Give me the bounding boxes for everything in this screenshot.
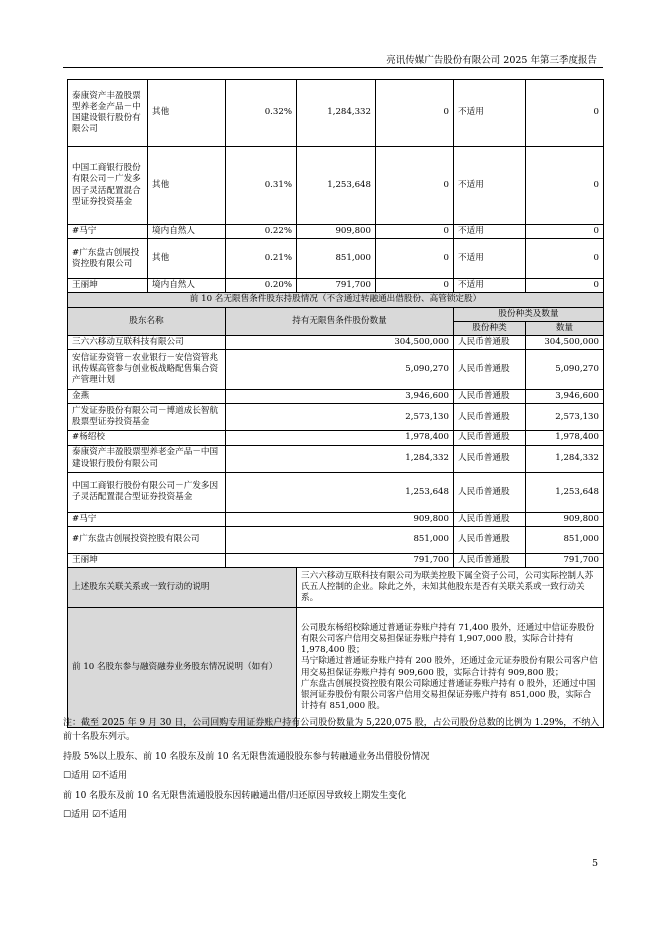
share-type: 人民币普通股 (454, 431, 526, 445)
share-count: 304,500,000 (526, 336, 604, 350)
holder-name: 泰康资产丰盈股票型养老金产品－中国建设银行股份有限公司 (68, 445, 226, 472)
unrestricted-qty: 1,978,400 (226, 431, 454, 445)
share-type: 人民币普通股 (454, 390, 526, 404)
section-header-row (68, 293, 604, 307)
share-type: 人民币普通股 (454, 350, 526, 390)
question-lending: 持股 5%以上股东、前 10 名股东及前 10 名无限售流通股股东参与转融通业务出借股份情况 (63, 752, 430, 762)
unrestricted-qty: 3,946,600 (226, 390, 454, 404)
table-row (68, 147, 604, 225)
holder-name: 三六六移动互联科技有限公司 (68, 336, 226, 350)
table-row (68, 239, 604, 279)
holder-name: 安信证券资管－农业银行－安信资管兆讯传媒高管参与创业板战略配售集合资产管理计划 (68, 350, 226, 390)
holder-name: 泰康资产丰盈股票型养老金产品－中国建设银行股份有限公司 (68, 80, 148, 147)
related-label: 上述股东关联关系或一致行动的说明 (68, 568, 297, 608)
option-not-applicable: 不适用 (100, 771, 128, 781)
table-row (68, 472, 604, 512)
shareholder-table (67, 79, 604, 728)
checkbox-row (63, 808, 603, 822)
holding-shares: 909,800 (297, 225, 376, 239)
holding-pct: 0.31% (226, 147, 297, 225)
share-count: 2,573,130 (526, 404, 604, 431)
share-count: 1,284,332 (526, 445, 604, 472)
checkbox-checked-icon[interactable]: ☑ (91, 810, 101, 820)
unrestricted-qty: 5,090,270 (226, 350, 454, 390)
margin-text-line: 公司股东杨绍校除通过普通证券账户持有 71,400 股外，还通过中信证券股份有限公司客户信用交易担保证券账户持有 1,907,000 股，实际合计持有 1,978,400 股； (301, 622, 595, 656)
table-row (68, 553, 604, 567)
restricted-shares: 0 (376, 147, 454, 225)
holder-type: 其他 (148, 80, 226, 147)
col-header-type: 股份种类 (454, 321, 526, 335)
table-row (68, 404, 604, 431)
holder-name: #杨绍校 (68, 431, 226, 445)
margin-text-line: 马宁除通过普通证券账户持有 200 股外，还通过金元证券股份有限公司客户信用交易担保证券账户持有 909,600 股，实际合计持有 909,800 股； (301, 656, 598, 678)
holding-shares: 1,284,332 (297, 80, 376, 147)
share-type: 人民币普通股 (454, 404, 526, 431)
holding-pct: 0.21% (226, 239, 297, 279)
holding-shares: 851,000 (297, 239, 376, 279)
checkbox-unchecked-icon[interactable]: ☐ (63, 771, 72, 781)
page-number: 5 (592, 858, 599, 869)
margin-text (297, 608, 604, 728)
checkbox-unchecked-icon[interactable]: ☐ (63, 810, 72, 820)
pledge-qty: 0 (526, 239, 604, 279)
share-count: 1,978,400 (526, 431, 604, 445)
holding-pct: 0.20% (226, 279, 297, 293)
pledge-qty: 0 (526, 147, 604, 225)
holder-name: 金燕 (68, 390, 226, 404)
pledge-status: 不适用 (454, 80, 526, 147)
margin-label: 前 10 名股东参与融资融券业务股东情况说明（如有） (68, 608, 297, 728)
pledge-qty: 0 (526, 225, 604, 239)
col-header-count: 数量 (526, 321, 604, 335)
unrestricted-qty: 1,253,648 (226, 472, 454, 512)
share-count: 1,253,648 (526, 472, 604, 512)
share-count: 5,090,270 (526, 350, 604, 390)
table-row (68, 526, 604, 553)
table-row (68, 279, 604, 293)
col-header-qty: 持有无限售条件股份数量 (226, 307, 454, 335)
pledge-status: 不适用 (454, 279, 526, 293)
unrestricted-qty: 909,800 (226, 512, 454, 526)
option-not-applicable: 不适用 (100, 810, 128, 820)
unrestricted-qty: 304,500,000 (226, 336, 454, 350)
holder-name: #马宁 (68, 225, 148, 239)
table-row (68, 225, 604, 239)
holding-shares: 791,700 (297, 279, 376, 293)
header-rule (63, 67, 603, 68)
holder-name: #广东盘古创展投资控股有限公司 (68, 526, 226, 553)
table-row (68, 568, 604, 608)
restricted-shares: 0 (376, 239, 454, 279)
holder-type: 境内自然人 (148, 279, 226, 293)
share-type: 人民币普通股 (454, 336, 526, 350)
pledge-status: 不适用 (454, 225, 526, 239)
col-header-name: 股东名称 (68, 307, 226, 335)
pledge-qty: 0 (526, 80, 604, 147)
related-text: 三六六移动互联科技有限公司为联美控股下属全资子公司，公司实际控制人苏氏五人控制的企业。除此之外，未知其他股东是否有关联关系或一致行动关系。 (297, 568, 604, 608)
section-title: 前 10 名无限售条件股东持股情况（不含通过转融通出借股份、高管锁定股） (68, 293, 604, 307)
restricted-shares: 0 (376, 80, 454, 147)
unrestricted-qty: 2,573,130 (226, 404, 454, 431)
holder-name: 王丽坤 (68, 553, 226, 567)
holder-name: 中国工商银行股份有限公司－广发多因子灵活配置混合型证券投资基金 (68, 147, 148, 225)
pledge-status: 不适用 (454, 239, 526, 279)
holder-type: 其他 (148, 147, 226, 225)
pledge-qty: 0 (526, 279, 604, 293)
table-row (68, 608, 604, 728)
table-row (68, 390, 604, 404)
share-type: 人民币普通股 (454, 512, 526, 526)
share-type: 人民币普通股 (454, 445, 526, 472)
share-count: 851,000 (526, 526, 604, 553)
table-row (68, 431, 604, 445)
checkbox-row (63, 769, 603, 783)
holding-pct: 0.32% (226, 80, 297, 147)
share-count: 3,946,600 (526, 390, 604, 404)
option-applicable: 适用 (71, 810, 90, 820)
share-type: 人民币普通股 (454, 553, 526, 567)
checkbox-checked-icon[interactable]: ☑ (91, 771, 101, 781)
share-type: 人民币普通股 (454, 472, 526, 512)
table-row (68, 80, 604, 147)
restricted-shares: 0 (376, 279, 454, 293)
column-header-row (68, 307, 604, 321)
unrestricted-qty: 791,700 (226, 553, 454, 567)
footnote: 注：截至 2025 年 9 月 30 日，公司回购专用证券账户持有公司股份数量为 5,220,075 股，占公司股份总数的比例为 1.29%，不纳入前十名股东列示。 (63, 718, 600, 742)
unrestricted-qty: 1,284,332 (226, 445, 454, 472)
holder-name: 中国工商银行股份有限公司－广发多因子灵活配置混合型证券投资基金 (68, 472, 226, 512)
holder-name: #广东盘古创展投资控股有限公司 (68, 239, 148, 279)
holder-name: #马宁 (68, 512, 226, 526)
holding-shares: 1,253,648 (297, 147, 376, 225)
table-row (68, 445, 604, 472)
holding-pct: 0.22% (226, 225, 297, 239)
holder-type: 其他 (148, 239, 226, 279)
share-type: 人民币普通股 (454, 526, 526, 553)
page-header: 亮讯传媒广告股份有限公司 2025 年第三季度报告 (386, 55, 597, 66)
table-row (68, 512, 604, 526)
table-row (68, 350, 604, 390)
restricted-shares: 0 (376, 225, 454, 239)
option-applicable: 适用 (71, 771, 90, 781)
holder-name: 广发证券股份有限公司－博道成长智航股票型证券投资基金 (68, 404, 226, 431)
holder-type: 境内自然人 (148, 225, 226, 239)
question-change: 前 10 名股东及前 10 名无限售流通股股东因转融通出借/归还原因导致较上期发生变化 (63, 791, 407, 801)
table-row (68, 336, 604, 350)
margin-text-line: 广东盘古创展投资控股有限公司除通过普通证券账户持有 0 股外，还通过中国银河证券股份有限公司客户信用交易担保证券账户持有 851,000 股，实际合计持有 851,000 股。 (301, 678, 596, 712)
pledge-status: 不适用 (454, 147, 526, 225)
holder-name: 王丽坤 (68, 279, 148, 293)
unrestricted-qty: 851,000 (226, 526, 454, 553)
share-count: 791,700 (526, 553, 604, 567)
share-count: 909,800 (526, 512, 604, 526)
col-header-type-group: 股份种类及数量 (454, 307, 604, 321)
